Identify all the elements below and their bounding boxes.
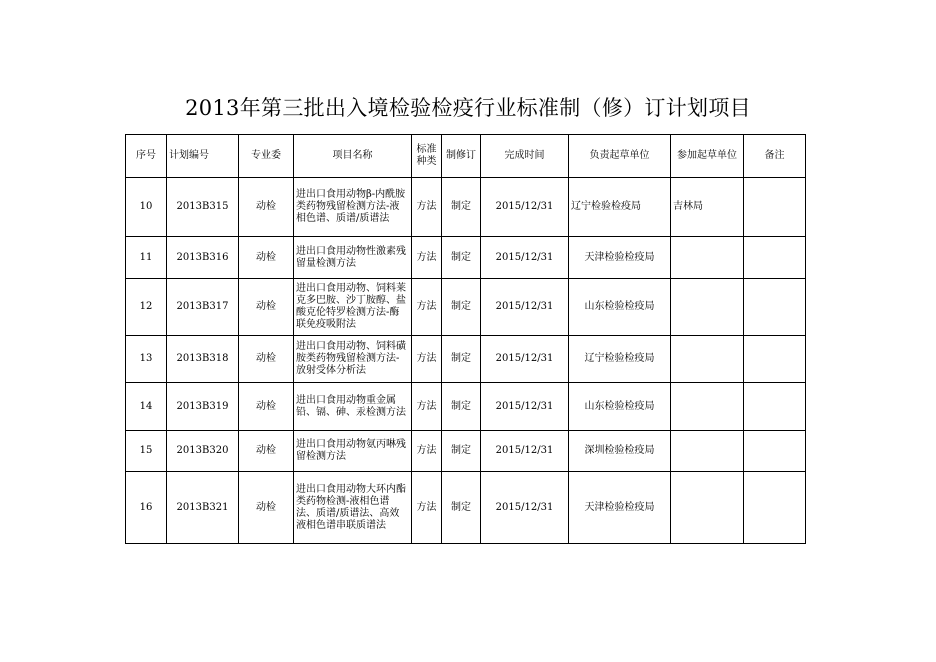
table-row: [126, 472, 806, 544]
cell-committee: 动检: [239, 279, 294, 336]
cell-revise: 制定: [442, 336, 481, 383]
cell-seq: 10: [126, 178, 167, 237]
cell-remarks: [744, 336, 806, 383]
cell-plan-no: 2013B319: [167, 383, 239, 431]
cell-lead-unit: 辽宁检验检疫局: [569, 336, 671, 383]
table-row: [126, 383, 806, 431]
cell-std-type: 方法: [412, 279, 442, 336]
header-revise: 制修订: [442, 135, 481, 178]
cell-seq: 16: [126, 472, 167, 544]
cell-revise: 制定: [442, 472, 481, 544]
cell-seq: 11: [126, 237, 167, 279]
cell-deadline: 2015/12/31: [481, 336, 569, 383]
cell-remarks: [744, 237, 806, 279]
cell-revise: 制定: [442, 431, 481, 472]
cell-project: 进出口食用动物、饲料莱克多巴胺、沙丁胺醇、盐酸克伦特罗检测方法-酶联免疫吸附法: [294, 279, 412, 336]
cell-project: 进出口食用动物重金属铅、镉、砷、汞检测方法: [294, 383, 412, 431]
cell-seq: 14: [126, 383, 167, 431]
cell-deadline: 2015/12/31: [481, 237, 569, 279]
cell-revise: 制定: [442, 237, 481, 279]
cell-joint-unit: [671, 431, 744, 472]
cell-std-type: 方法: [412, 472, 442, 544]
table-row: [126, 431, 806, 472]
cell-joint-unit: [671, 237, 744, 279]
cell-joint-unit: [671, 279, 744, 336]
cell-plan-no: 2013B320: [167, 431, 239, 472]
cell-committee: 动检: [239, 431, 294, 472]
cell-seq: 12: [126, 279, 167, 336]
table-row: [126, 178, 806, 237]
cell-remarks: [744, 472, 806, 544]
cell-project: 进出口食用动物大环内酯类药物检测-液相色谱法、质谱/质谱法、高效液相色谱串联质谱法: [294, 472, 412, 544]
cell-plan-no: 2013B321: [167, 472, 239, 544]
cell-remarks: [744, 279, 806, 336]
cell-deadline: 2015/12/31: [481, 472, 569, 544]
cell-lead-unit: 山东检验检疫局: [569, 279, 671, 336]
cell-committee: 动检: [239, 472, 294, 544]
cell-remarks: [744, 178, 806, 237]
cell-deadline: 2015/12/31: [481, 279, 569, 336]
cell-plan-no: 2013B316: [167, 237, 239, 279]
cell-joint-unit: 吉林局: [671, 178, 744, 237]
header-joint-unit: 参加起草单位: [671, 135, 744, 178]
cell-plan-no: 2013B318: [167, 336, 239, 383]
table-row: [126, 237, 806, 279]
cell-remarks: [744, 383, 806, 431]
header-deadline: 完成时间: [481, 135, 569, 178]
cell-plan-no: 2013B315: [167, 178, 239, 237]
cell-revise: 制定: [442, 383, 481, 431]
cell-deadline: 2015/12/31: [481, 178, 569, 237]
cell-seq: 15: [126, 431, 167, 472]
cell-joint-unit: [671, 336, 744, 383]
header-project: 项目名称: [294, 135, 412, 178]
cell-plan-no: 2013B317: [167, 279, 239, 336]
header-row: [126, 135, 806, 178]
cell-lead-unit: 辽宁检验检疫局: [569, 178, 671, 237]
cell-lead-unit: 山东检验检疫局: [569, 383, 671, 431]
plan-table: [125, 134, 806, 544]
cell-project: 进出口食用动物氨丙啉残留检测方法: [294, 431, 412, 472]
cell-std-type: 方法: [412, 336, 442, 383]
page-title: 2013年第三批出入境检验检疫行业标准制（修）订计划项目: [185, 96, 751, 120]
cell-committee: 动检: [239, 336, 294, 383]
cell-lead-unit: 天津检验检疫局: [569, 237, 671, 279]
cell-std-type: 方法: [412, 237, 442, 279]
cell-revise: 制定: [442, 178, 481, 237]
cell-project: 进出口食用动物性激素残留量检测方法: [294, 237, 412, 279]
cell-remarks: [744, 431, 806, 472]
cell-committee: 动检: [239, 237, 294, 279]
cell-project: 进出口食用动物、饲料磺胺类药物残留检测方法-放射受体分析法: [294, 336, 412, 383]
table-row: [126, 336, 806, 383]
cell-joint-unit: [671, 383, 744, 431]
cell-committee: 动检: [239, 383, 294, 431]
cell-std-type: 方法: [412, 383, 442, 431]
cell-std-type: 方法: [412, 178, 442, 237]
header-remarks: 备注: [744, 135, 806, 178]
cell-committee: 动检: [239, 178, 294, 237]
cell-revise: 制定: [442, 279, 481, 336]
header-lead-unit: 负责起草单位: [569, 135, 671, 178]
cell-lead-unit: 深圳检验检疫局: [569, 431, 671, 472]
cell-seq: 13: [126, 336, 167, 383]
cell-joint-unit: [671, 472, 744, 544]
cell-deadline: 2015/12/31: [481, 383, 569, 431]
cell-deadline: 2015/12/31: [481, 431, 569, 472]
header-committee: 专业委: [239, 135, 294, 178]
cell-lead-unit: 天津检验检疫局: [569, 472, 671, 544]
header-seq: 序号: [126, 135, 167, 178]
header-std-type: 标准种类: [412, 135, 442, 178]
table-row: [126, 279, 806, 336]
cell-std-type: 方法: [412, 431, 442, 472]
cell-project: 进出口食用动物β-内酰胺类药物残留检测方法-液相色谱、质谱/质谱法: [294, 178, 412, 237]
header-plan-no: 计划编号: [167, 135, 239, 178]
